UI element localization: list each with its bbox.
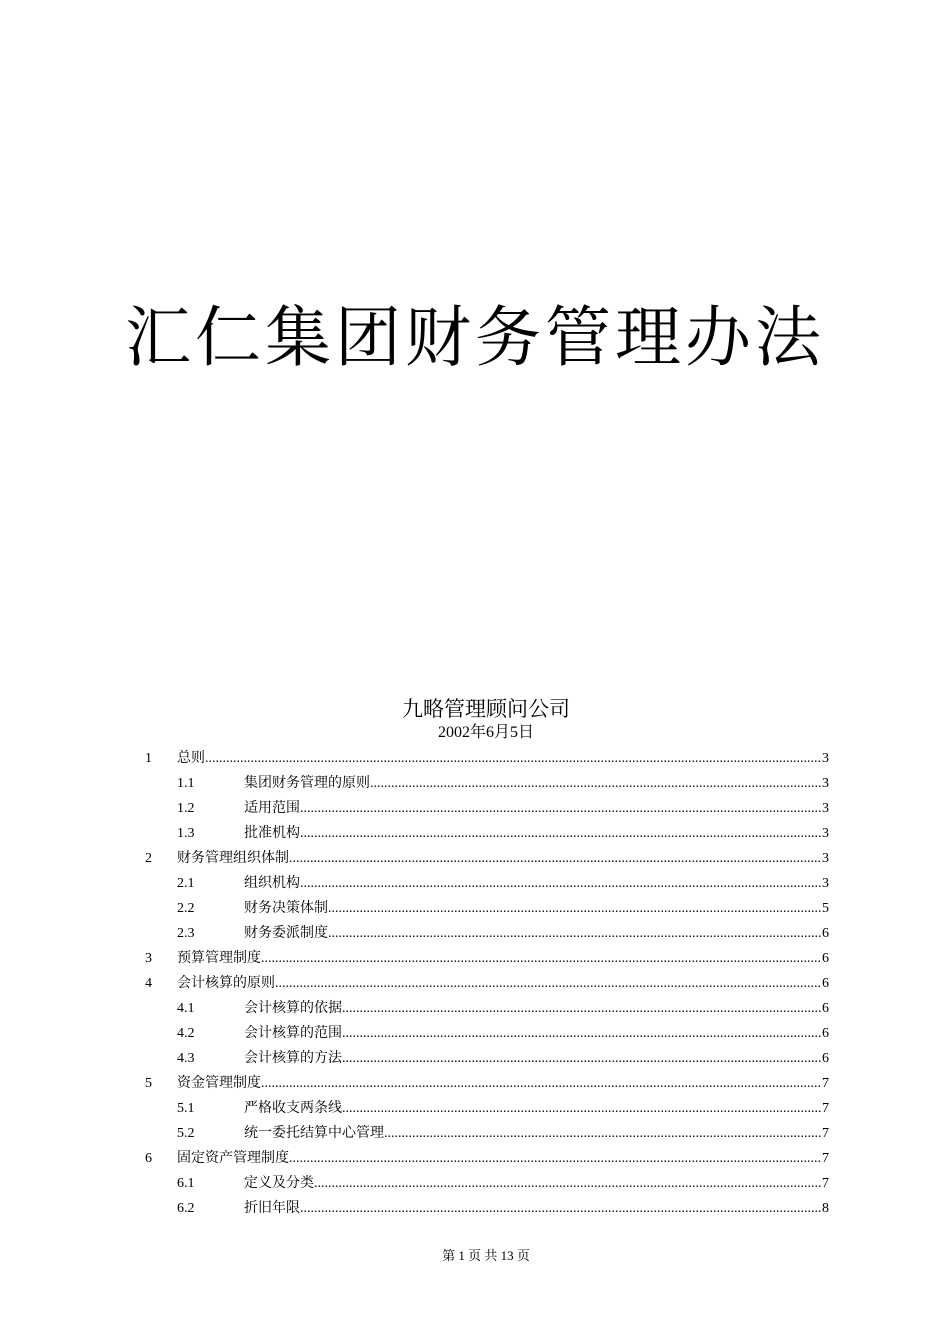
toc-entry-page: 3 [822, 751, 829, 766]
toc-entry-title: 会计核算的依据 [244, 1001, 342, 1016]
toc-entry-number: 1.1 [177, 776, 195, 791]
toc-entry-number: 4.3 [177, 1051, 195, 1066]
toc-leader-dots [300, 875, 822, 893]
page-footer: 第 1 页 共 13 页 [442, 1248, 530, 1263]
toc-entry-page: 3 [822, 851, 829, 866]
toc-entry-number: 5.2 [177, 1126, 195, 1141]
toc-entry-number: 2.2 [177, 901, 195, 916]
toc-entry-number: 4.1 [177, 1001, 195, 1016]
toc-entry[interactable] [145, 947, 829, 972]
toc-entry-page: 3 [822, 876, 829, 891]
toc-entry[interactable] [145, 822, 829, 847]
toc-leader-dots [205, 750, 822, 768]
toc-entry[interactable] [145, 1097, 829, 1122]
toc-entry[interactable] [145, 1022, 829, 1047]
toc-entry-number: 6 [145, 1151, 152, 1166]
toc-entry-number: 1.2 [177, 801, 195, 816]
toc-entry[interactable] [145, 1197, 829, 1222]
toc-leader-dots [384, 1125, 822, 1143]
toc-entry[interactable] [145, 922, 829, 947]
toc-entry-title: 财务决策体制 [244, 901, 328, 916]
toc-entry[interactable] [145, 997, 829, 1022]
toc-entry-title: 组织机构 [244, 876, 300, 891]
toc-entry[interactable] [145, 872, 829, 897]
toc-leader-dots [342, 1025, 822, 1043]
toc-entry-title: 集团财务管理的原则 [244, 776, 370, 791]
toc-entry-title: 严格收支两条线 [244, 1101, 342, 1116]
toc-entry[interactable] [145, 1172, 829, 1197]
toc-entry-number: 1.3 [177, 826, 195, 841]
toc-entry-page: 7 [822, 1176, 829, 1191]
toc-entry-number: 5.1 [177, 1101, 195, 1116]
toc-leader-dots [261, 1075, 822, 1093]
toc-entry-number: 6.2 [177, 1201, 195, 1216]
toc-entry-title: 批准机构 [244, 826, 300, 841]
toc-entry-title: 会计核算的方法 [244, 1051, 342, 1066]
toc-leader-dots [300, 800, 822, 818]
toc-entry-title: 统一委托结算中心管理 [244, 1126, 384, 1141]
toc-entry-title: 资金管理制度 [177, 1076, 261, 1091]
toc-entry-title: 折旧年限 [244, 1201, 300, 1216]
toc-entry[interactable] [145, 847, 829, 872]
toc-entry-page: 6 [822, 951, 829, 966]
toc-entry[interactable] [145, 797, 829, 822]
toc-leader-dots [289, 1150, 822, 1168]
toc-entry-number: 2.3 [177, 926, 195, 941]
toc-entry-page: 7 [822, 1126, 829, 1141]
toc-leader-dots [342, 1000, 822, 1018]
toc-entry-number: 1 [145, 751, 152, 766]
toc-entry-title: 会计核算的原则 [177, 976, 275, 991]
toc-leader-dots [289, 850, 822, 868]
toc-leader-dots [314, 1175, 822, 1193]
toc-entry[interactable] [145, 747, 829, 772]
toc-entry-page: 8 [822, 1201, 829, 1216]
toc-entry-number: 2 [145, 851, 152, 866]
toc-entry-page: 3 [822, 826, 829, 841]
toc-entry-page: 3 [822, 801, 829, 816]
toc-leader-dots [328, 925, 822, 943]
toc-entry-page: 6 [822, 976, 829, 991]
toc-leader-dots [328, 900, 822, 918]
toc-entry-title: 总则 [177, 751, 205, 766]
document-title: 汇仁集团财务管理办法 [125, 299, 825, 376]
toc-entry-title: 预算管理制度 [177, 951, 261, 966]
toc-leader-dots [342, 1050, 822, 1068]
toc-entry-page: 6 [822, 926, 829, 941]
toc-leader-dots [342, 1100, 822, 1118]
toc-entry-number: 6.1 [177, 1176, 195, 1191]
toc-entry-number: 4.2 [177, 1026, 195, 1041]
toc-entry[interactable] [145, 772, 829, 797]
toc-entry[interactable] [145, 972, 829, 997]
toc-entry-number: 3 [145, 951, 152, 966]
toc-entry-number: 5 [145, 1076, 152, 1091]
toc-entry-page: 7 [822, 1076, 829, 1091]
toc-entry[interactable] [145, 897, 829, 922]
toc-entry-number: 4 [145, 976, 152, 991]
toc-entry-page: 7 [822, 1151, 829, 1166]
toc-entry[interactable] [145, 1147, 829, 1172]
toc-entry[interactable] [145, 1072, 829, 1097]
toc-entry[interactable] [145, 1047, 829, 1072]
toc-entry-page: 7 [822, 1101, 829, 1116]
table-of-contents [145, 747, 829, 1222]
company-name: 九略管理顾问公司 [402, 697, 570, 721]
toc-leader-dots [275, 975, 822, 993]
toc-leader-dots [261, 950, 822, 968]
toc-entry-number: 2.1 [177, 876, 195, 891]
toc-entry-title: 财务委派制度 [244, 926, 328, 941]
toc-entry-title: 固定资产管理制度 [177, 1151, 289, 1166]
toc-entry-title: 适用范围 [244, 801, 300, 816]
toc-entry-page: 6 [822, 1026, 829, 1041]
toc-entry-page: 6 [822, 1051, 829, 1066]
document-date: 2002年6月5日 [437, 724, 534, 741]
toc-entry-page: 6 [822, 1001, 829, 1016]
toc-leader-dots [370, 775, 822, 793]
toc-leader-dots [300, 1200, 822, 1218]
toc-entry-title: 财务管理组织体制 [177, 851, 289, 866]
toc-entry-page: 5 [822, 901, 829, 916]
toc-entry-title: 定义及分类 [244, 1176, 314, 1191]
toc-entry-page: 3 [822, 776, 829, 791]
toc-entry-title: 会计核算的范围 [244, 1026, 342, 1041]
toc-leader-dots [300, 825, 822, 843]
toc-entry[interactable] [145, 1122, 829, 1147]
